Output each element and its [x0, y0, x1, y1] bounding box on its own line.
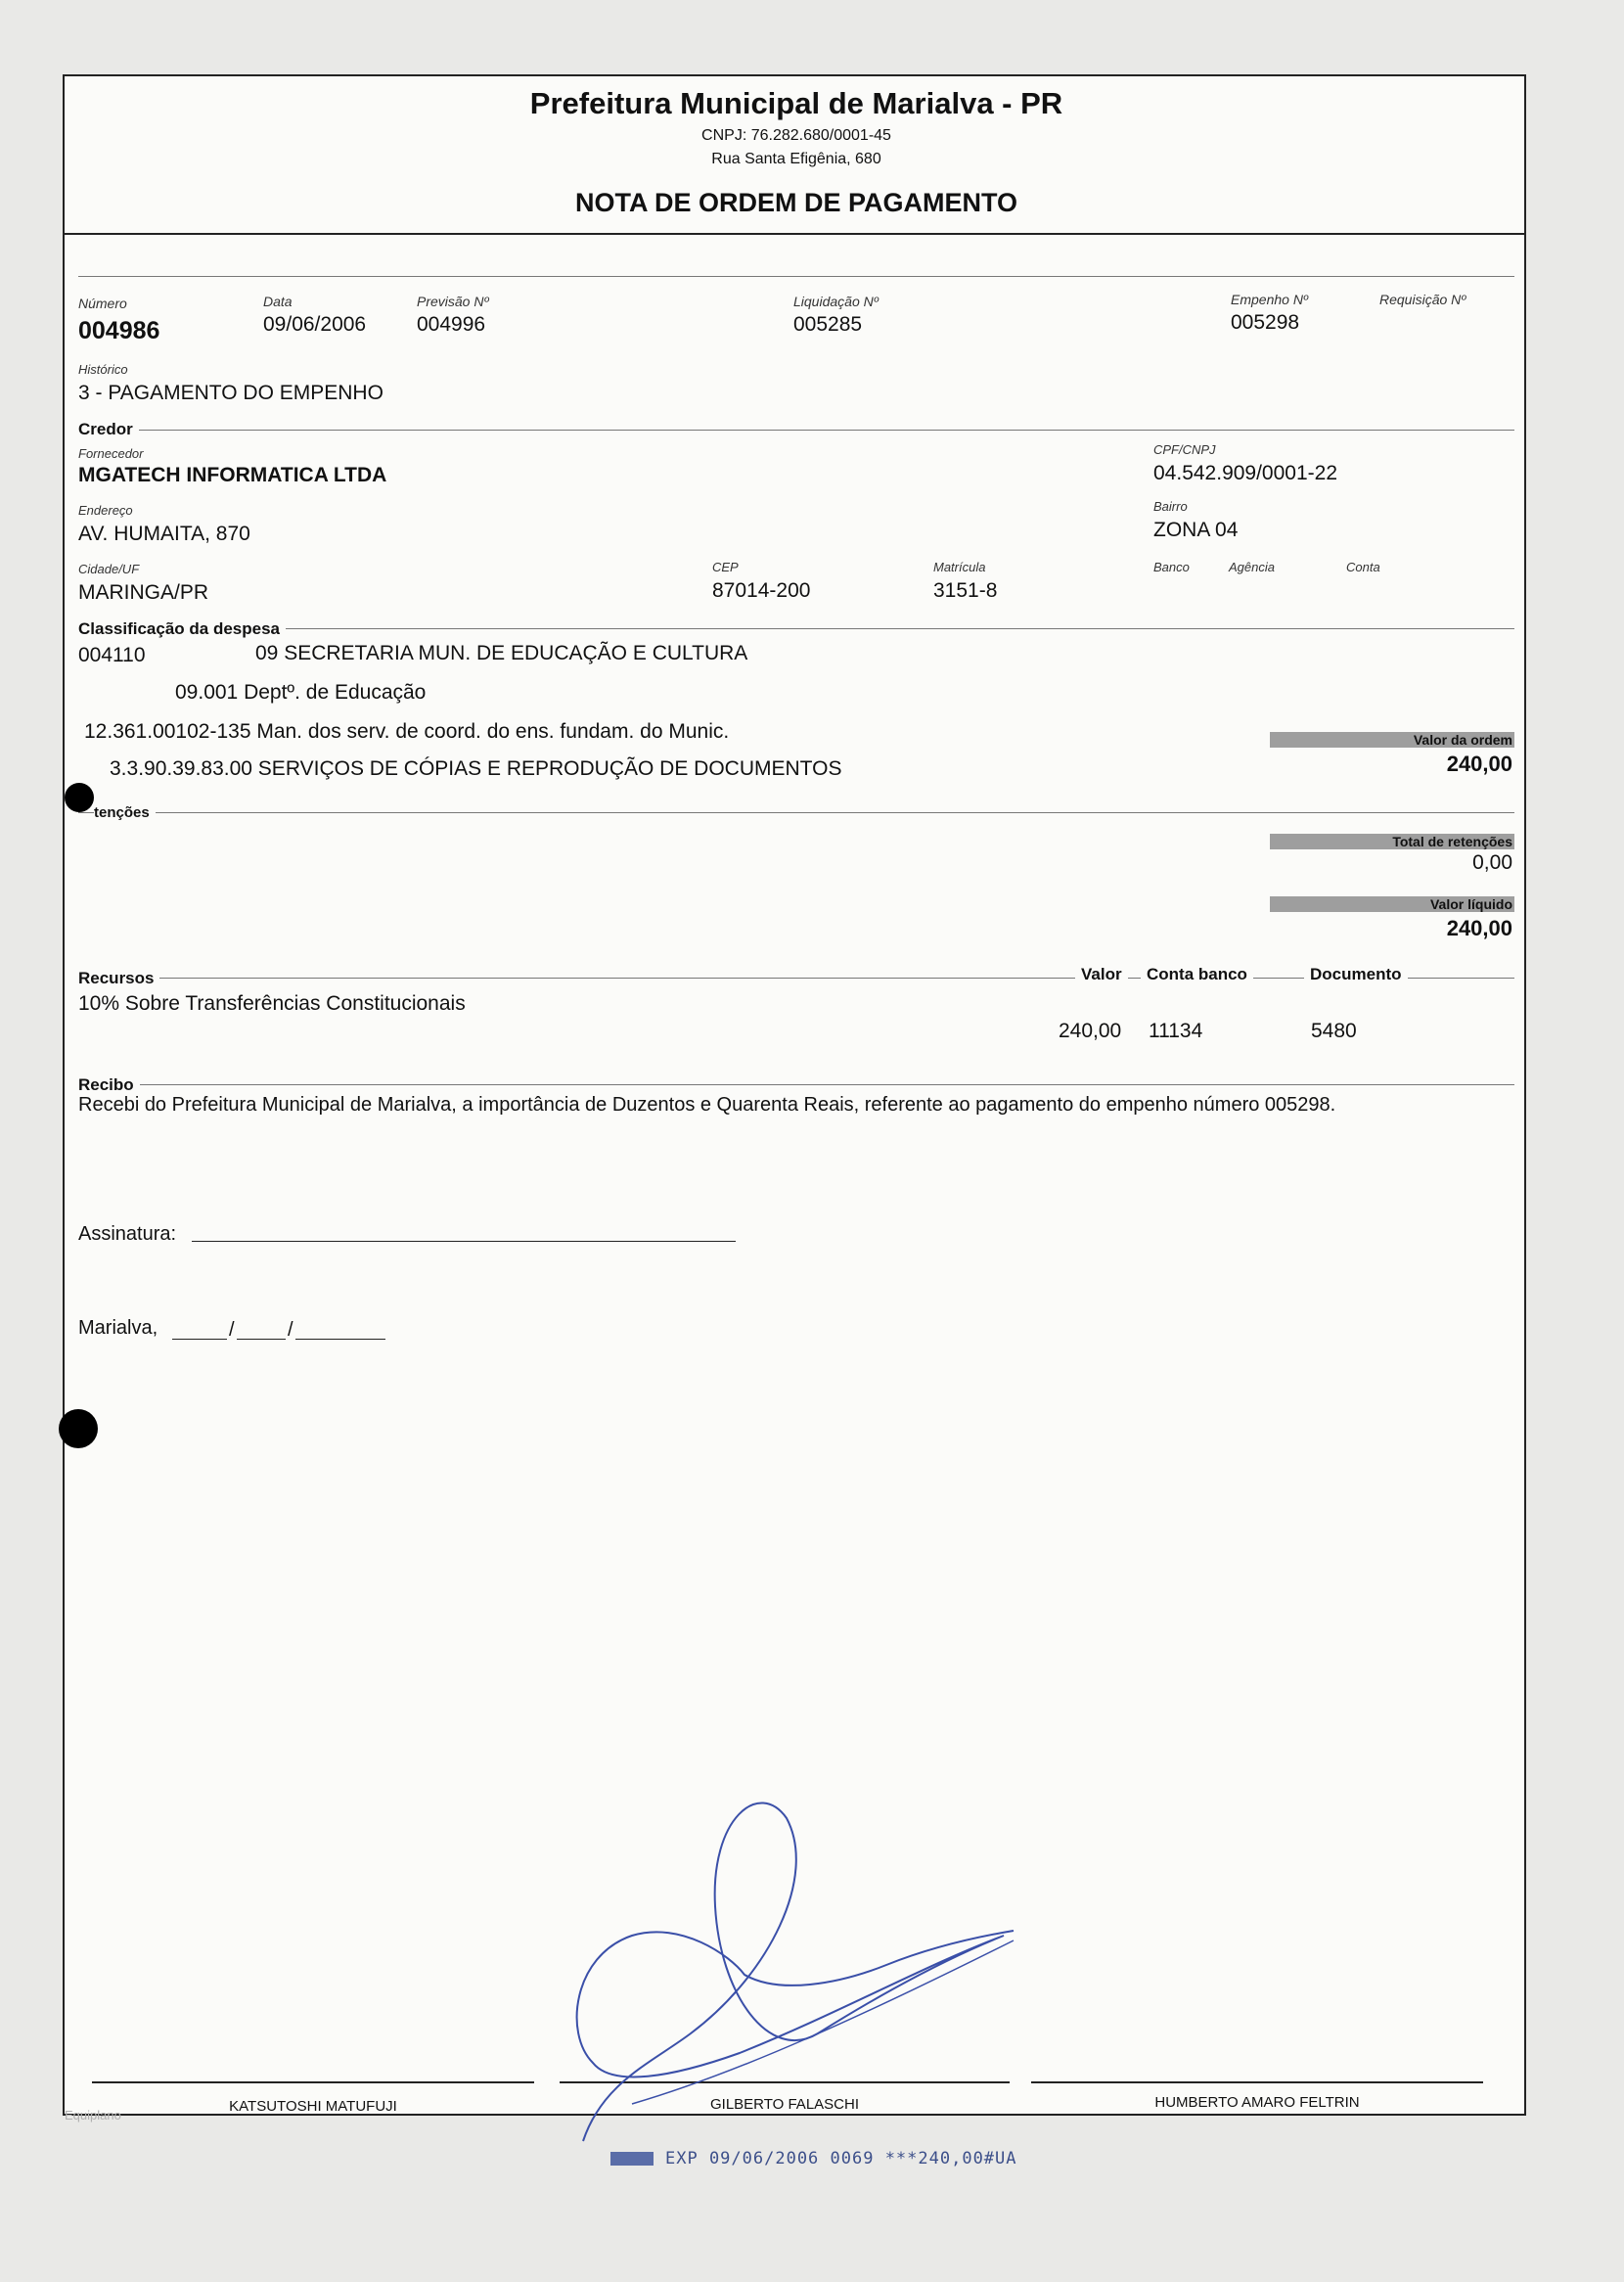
- matricula-label: Matrícula: [933, 560, 986, 574]
- bank-stamp-logo: [610, 2152, 654, 2166]
- empenho-label: Empenho Nº: [1231, 292, 1309, 307]
- local-data-label: Marialva,: [78, 1317, 158, 1339]
- recibo-section-label: Recibo: [78, 1075, 140, 1095]
- signatory-3: HUMBERTO AMARO FELTRIN: [1154, 2094, 1360, 2111]
- divider: [78, 628, 1514, 629]
- data-value: 09/06/2006: [263, 313, 367, 336]
- total-retencoes-value: 0,00: [1472, 851, 1512, 874]
- fornecedor-value: MGATECH INFORMATICA LTDA: [78, 464, 387, 486]
- recursos-valor: 240,00: [1059, 1020, 1122, 1042]
- bank-authentication-stamp: EXP 09/06/2006 0069 ***240,00#UA: [610, 2149, 1017, 2168]
- numero-label: Número: [78, 296, 127, 311]
- divider: [78, 1084, 1514, 1085]
- signatory-2: GILBERTO FALASCHI: [710, 2096, 859, 2113]
- recursos-descricao: 10% Sobre Transferências Constitucionais: [78, 992, 466, 1015]
- banco-label: Banco: [1153, 560, 1190, 574]
- header-divider: [65, 233, 1526, 235]
- cnpj-line: CNPJ: 76.282.680/0001-45: [701, 127, 891, 144]
- classificacao-section-label: Classificação da despesa: [78, 619, 286, 639]
- payment-order-form: [63, 74, 1526, 2122]
- previsao-label: Previsão Nº: [417, 294, 489, 309]
- classificacao-code: 004110: [78, 644, 146, 666]
- classificacao-line3: 12.361.00102-135 Man. dos serv. de coord. do ens. fundam. do Munic.: [84, 720, 730, 743]
- signatory-1: KATSUTOSHI MATUFUJI: [229, 2098, 397, 2115]
- document-title: NOTA DE ORDEM DE PAGAMENTO: [574, 188, 1017, 217]
- punch-hole: [59, 1409, 98, 1448]
- classificacao-line2: 09.001 Deptº. de Educação: [175, 681, 427, 704]
- divider: [78, 812, 1514, 813]
- agencia-label: Agência: [1229, 560, 1275, 574]
- punch-hole: [65, 783, 94, 812]
- classificacao-line1: 09 SECRETARIA MUN. DE EDUCAÇÃO E CULTURA: [255, 642, 748, 664]
- recibo-text: Recebi do Prefeitura Municipal de Marialva, a importância de Duzentos e Quarenta Reais, referente ao pagamento do empenho número 005298.: [78, 1094, 1336, 1116]
- date-separator: /: [288, 1319, 293, 1341]
- recursos-documento: 5480: [1311, 1020, 1357, 1042]
- historico-value: 3 - PAGAMENTO DO EMPENHO: [78, 382, 383, 404]
- retencoes-section-label: tenções: [94, 804, 156, 821]
- valor-ordem-value: 240,00: [1446, 752, 1512, 776]
- empenho-value: 005298: [1231, 311, 1300, 334]
- divider: [78, 276, 1514, 277]
- divider: [78, 978, 1514, 979]
- valor-liquido-label: Valor líquido: [1270, 896, 1514, 912]
- valor-liquido-value: 240,00: [1446, 916, 1512, 940]
- software-watermark: Equiplano: [65, 2108, 121, 2122]
- bairro-label: Bairro: [1153, 499, 1188, 514]
- cidade-label: Cidade/UF: [78, 562, 140, 576]
- date-separator: /: [229, 1319, 235, 1341]
- cpf-value: 04.542.909/0001-22: [1153, 462, 1338, 484]
- handwritten-signature: [544, 1740, 1092, 2151]
- year-line: [295, 1339, 385, 1340]
- recursos-section-label: Recursos: [78, 969, 159, 988]
- data-label: Data: [263, 294, 293, 309]
- conta-label: Conta: [1346, 560, 1380, 574]
- cpf-label: CPF/CNPJ: [1153, 442, 1216, 457]
- address-line: Rua Santa Efigênia, 680: [711, 151, 881, 167]
- previsao-value: 004996: [417, 313, 486, 336]
- liquidacao-label: Liquidação Nº: [793, 294, 879, 309]
- endereco-value: AV. HUMAITA, 870: [78, 523, 250, 545]
- recursos-documento-label: Documento: [1304, 965, 1408, 984]
- cep-value: 87014-200: [712, 579, 811, 602]
- cep-label: CEP: [712, 560, 739, 574]
- recursos-conta: 11134: [1149, 1020, 1203, 1042]
- day-line: [172, 1339, 227, 1340]
- signature-line-1: [92, 2081, 534, 2083]
- requisicao-label: Requisição Nº: [1379, 292, 1466, 307]
- fornecedor-label: Fornecedor: [78, 446, 144, 461]
- liquidacao-value: 005285: [793, 313, 863, 336]
- numero-value: 004986: [78, 317, 160, 344]
- endereco-label: Endereço: [78, 503, 133, 518]
- matricula-value: 3151-8: [933, 579, 998, 602]
- assinatura-label: Assinatura:: [78, 1223, 177, 1245]
- credor-section-label: Credor: [78, 420, 139, 439]
- historico-label: Histórico: [78, 362, 128, 377]
- cidade-value: MARINGA/PR: [78, 581, 209, 604]
- recursos-valor-label: Valor: [1075, 965, 1128, 984]
- month-line: [237, 1339, 286, 1340]
- divider: [78, 430, 1514, 431]
- total-retencoes-label: Total de retenções: [1270, 834, 1514, 849]
- recursos-conta-label: Conta banco: [1141, 965, 1253, 984]
- municipality-title: Prefeitura Municipal de Marialva - PR: [529, 86, 1063, 120]
- signature-line-3: [1031, 2081, 1483, 2083]
- valor-ordem-label: Valor da ordem: [1270, 732, 1514, 748]
- bairro-value: ZONA 04: [1153, 519, 1239, 541]
- classificacao-line4: 3.3.90.39.83.00 SERVIÇOS DE CÓPIAS E REPRODUÇÃO DE DOCUMENTOS: [110, 757, 842, 780]
- assinatura-line: [192, 1241, 736, 1242]
